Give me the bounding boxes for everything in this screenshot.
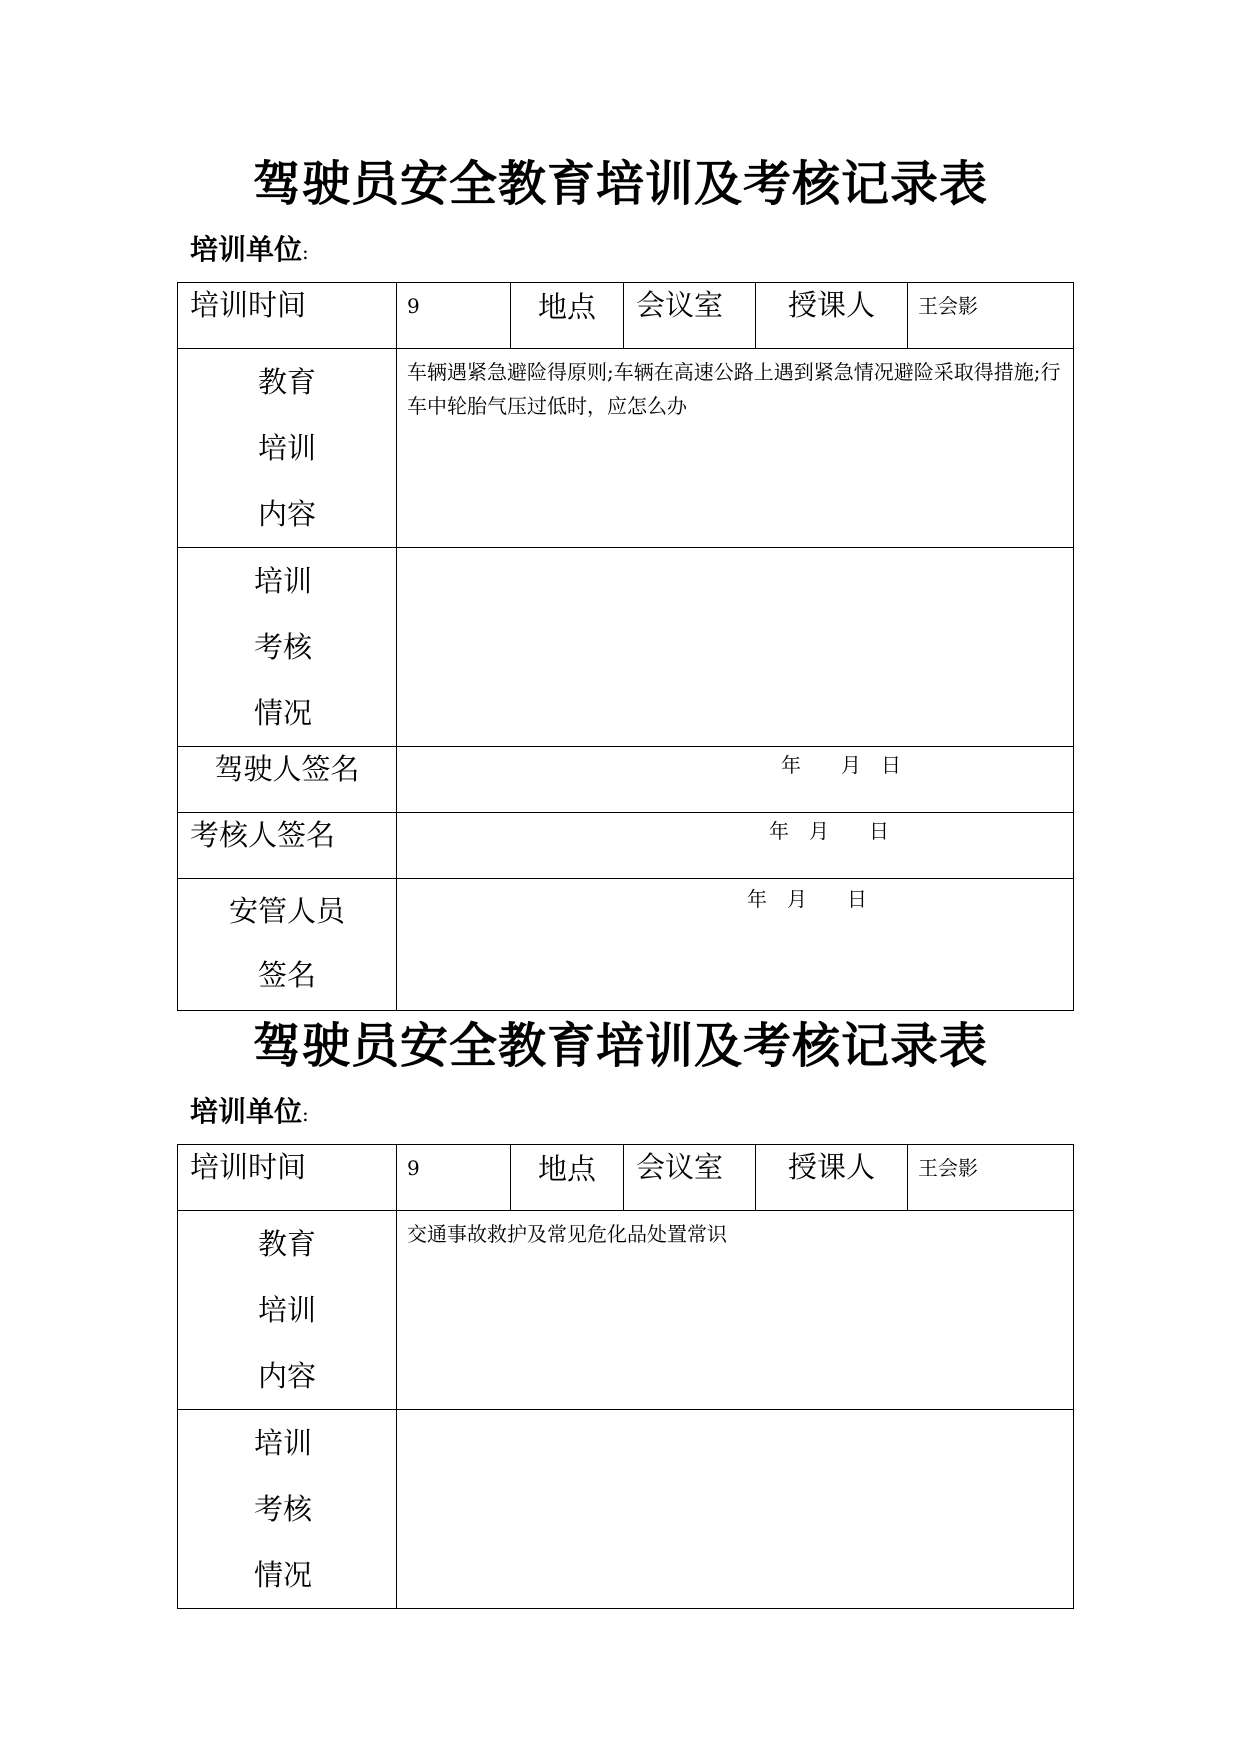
form1-time-value-cell[interactable] — [397, 283, 511, 349]
form1-training-unit-text: 培训单位 — [190, 233, 303, 266]
form1-teacher-label-cell — [756, 283, 908, 349]
form1-place-label: 地点 — [537, 290, 596, 324]
form1-row-time — [178, 283, 1074, 349]
form1-content-label-cell — [178, 349, 397, 548]
form1-assessor-sign-date: 年 月 日 — [769, 819, 889, 843]
form2-place-label-cell — [511, 1145, 624, 1211]
form2-place-label: 地点 — [537, 1152, 596, 1186]
form1-driver-sign-date: 年 月 日 — [781, 753, 901, 777]
form1-content-label — [178, 349, 396, 547]
form2-time-label: 培训时间 — [190, 1150, 307, 1184]
form2-training-unit-text: 培训单位 — [190, 1095, 303, 1128]
form1-teacher-value: 王会影 — [918, 294, 978, 318]
form1-safety-sign-label — [178, 879, 396, 1007]
form1-time-label: 培训时间 — [190, 288, 307, 322]
form2-place-value: 会议室 — [636, 1150, 724, 1184]
form1-assess-value-cell[interactable] — [397, 548, 1074, 747]
form1-place-value-cell[interactable] — [624, 283, 756, 349]
form1-place-value: 会议室 — [636, 288, 724, 322]
form1-content-label-line1: 教育 — [257, 365, 316, 399]
form1-content-label-line3: 内容 — [257, 497, 316, 531]
form1-row-content — [178, 349, 1074, 548]
form2-time-value: 9 — [407, 1156, 420, 1180]
form1-safety-sign-date: 年 月 日 — [747, 887, 867, 911]
form2-assess-value — [397, 1410, 1073, 1422]
form2-row-content — [178, 1211, 1074, 1410]
form1-assess-label-line1: 培训 — [253, 564, 312, 598]
form2-table — [177, 1144, 1074, 1609]
form1-assess-label-line2: 考核 — [253, 630, 312, 664]
form2-teacher-value: 王会影 — [918, 1156, 978, 1180]
form1-content-label-line2: 培训 — [257, 431, 316, 465]
form1-driver-sign-value-cell[interactable] — [397, 747, 1074, 813]
form2-row-assess — [178, 1410, 1074, 1609]
form2-content-label — [178, 1211, 396, 1409]
form1-assess-label-cell — [178, 548, 397, 747]
form1-row-assess — [178, 548, 1074, 747]
form1-row-driver-sign — [178, 747, 1074, 813]
form2-title: 驾驶员安全教育培训及考核记录表 — [252, 1018, 988, 1074]
form1-assess-label — [178, 548, 396, 746]
form1-assessor-sign-label: 考核人签名 — [190, 818, 336, 852]
form1-assess-value — [397, 548, 1073, 560]
form2-assess-label-line3: 情况 — [253, 1558, 312, 1592]
form1-teacher-label: 授课人 — [787, 288, 875, 322]
form2-teacher-label: 授课人 — [787, 1150, 875, 1184]
form1-safety-sign-label-line1: 安管人员 — [228, 894, 345, 928]
form2-time-label-cell — [178, 1145, 397, 1211]
form2-content-label-line1: 教育 — [257, 1227, 316, 1261]
form2-row-time — [178, 1145, 1074, 1211]
form1-training-unit-colon: : — [302, 240, 309, 264]
form2-place-value-cell[interactable] — [624, 1145, 756, 1211]
form1-table — [177, 282, 1074, 1011]
form2-content-label-line2: 培训 — [257, 1293, 316, 1327]
form1-place-label-cell — [511, 283, 624, 349]
form2-training-unit-colon: : — [302, 1102, 309, 1126]
form1-teacher-value-cell[interactable] — [908, 283, 1074, 349]
form1-driver-sign-label-cell — [178, 747, 397, 813]
form2-time-value-cell[interactable] — [397, 1145, 511, 1211]
form2-content-value: 交通事故救护及常见危化品处置常识 — [407, 1222, 727, 1246]
form2-assess-label — [178, 1410, 396, 1608]
form1-content-value-cell[interactable] — [397, 349, 1074, 548]
form1-assessor-sign-label-cell — [178, 813, 397, 879]
form2-assess-label-line2: 考核 — [253, 1492, 312, 1526]
form2-content-label-cell — [178, 1211, 397, 1410]
form1-assess-label-line3: 情况 — [253, 696, 312, 730]
form1-safety-sign-value-cell[interactable] — [397, 879, 1074, 1011]
form1-time-label-cell — [178, 283, 397, 349]
form2-teacher-value-cell[interactable] — [908, 1145, 1074, 1211]
form1-driver-sign-label: 驾驶人签名 — [214, 752, 360, 786]
form1-title: 驾驶员安全教育培训及考核记录表 — [252, 156, 988, 212]
form2-assess-value-cell[interactable] — [397, 1410, 1074, 1609]
form2-content-label-line3: 内容 — [257, 1359, 316, 1393]
form1-content-value: 车辆遇紧急避险得原则;车辆在高速公路上遇到紧急情况避险采取得措施;行车中轮胎气压过低时，应怎么办 — [407, 360, 1061, 418]
form2-training-unit-label — [190, 1094, 309, 1132]
form2-content-value-cell[interactable] — [397, 1211, 1074, 1410]
form1-training-unit-label — [190, 232, 309, 270]
form1-assessor-sign-value-cell[interactable] — [397, 813, 1074, 879]
form1-row-safety-sign — [178, 879, 1074, 1011]
form1-safety-sign-label-line2: 签名 — [257, 958, 316, 992]
form2-assess-label-cell — [178, 1410, 397, 1609]
form2-teacher-label-cell — [756, 1145, 908, 1211]
form1-row-assessor-sign — [178, 813, 1074, 879]
form1-time-value: 9 — [407, 294, 420, 318]
form2-assess-label-line1: 培训 — [253, 1426, 312, 1460]
form1-safety-sign-label-cell — [178, 879, 397, 1011]
